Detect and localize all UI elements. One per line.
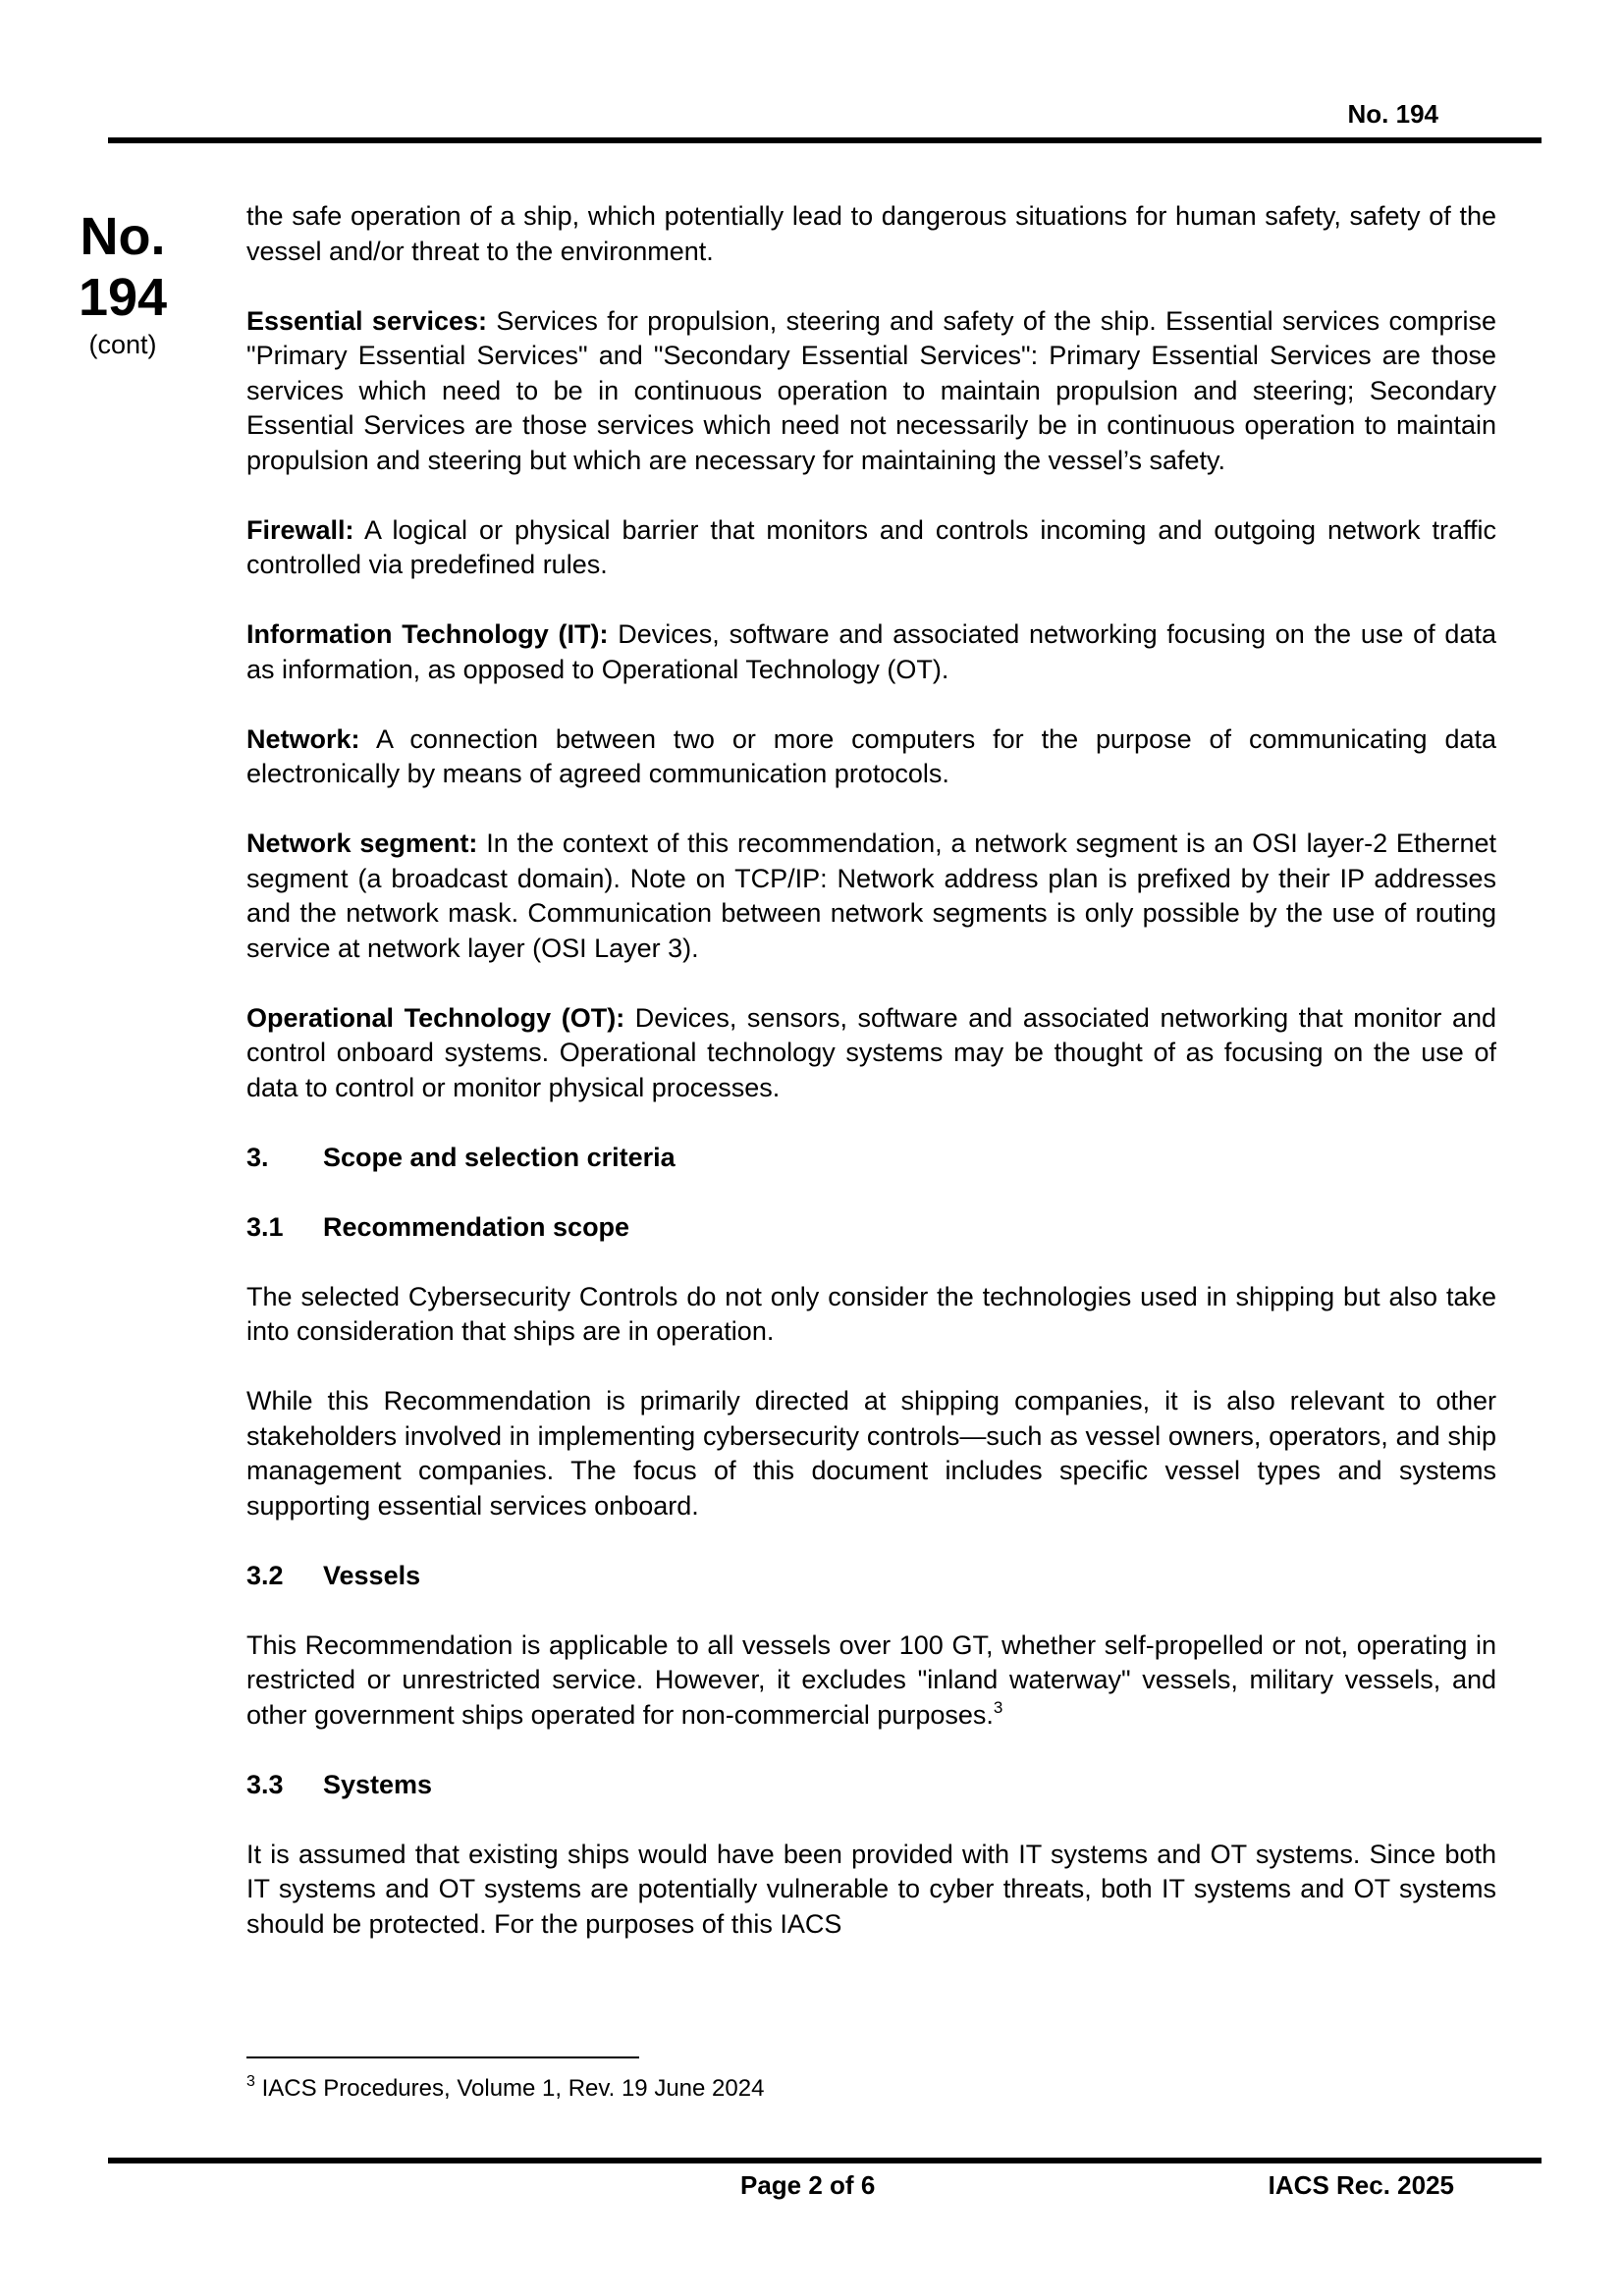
footnote-mark: 3 [246, 2073, 255, 2090]
definition-firewall [246, 513, 1496, 583]
definition-term: Network segment: [246, 828, 478, 858]
footnote-reference[interactable]: 3 [993, 1697, 1003, 1717]
definition-operational-technology [246, 1001, 1496, 1106]
definition-term: Firewall: [246, 514, 354, 545]
definition-text: In the context of this recommendation, a network segment is an OSI layer-2 Ethernet segment (a broadcast domain). Note on TCP/IP: Network address plan is prefixed by their IP addresses and the network mask. Communication between network segments is only possible by the use of routing service at network layer (OSI Layer 3). [246, 828, 1496, 963]
definition-term: Operational Technology (OT): [246, 1002, 625, 1033]
section-3-3-heading [246, 1768, 1496, 1803]
definition-information-technology [246, 617, 1496, 687]
definition-network [246, 722, 1496, 792]
section-3-heading [246, 1141, 1496, 1176]
footnote [246, 2074, 764, 2104]
footer-doc-label: IACS Rec. 2025 [1268, 2170, 1454, 2200]
section-3-1-paragraph-1: The selected Cybersecurity Controls do not only consider the technologies used in shipping but also take into consideration that ships are in operation. [246, 1281, 1496, 1346]
footer-page-number: Page 2 of 6 [740, 2170, 876, 2200]
sidebar-label [49, 206, 196, 361]
definition-text: Devices, software and associated networking focusing on the use of data as information, as opposed to Operational Technology (OT). [246, 619, 1496, 684]
section-3-2-text: This Recommendation is applicable to all vessels over 100 GT, whether self-propelled or not, operating in restricted or unrestricted service. However, it excludes "inland waterway" vessels, military vessels, and other government ships operated for non-commercial purposes. [246, 1629, 1496, 1730]
section-number: 3. [246, 1142, 269, 1172]
header-doc-number: No. 194 [1347, 99, 1438, 129]
definition-text: Services for propulsion, steering and safety of the ship. Essential services comprise "Primary Essential Services" and "Secondary Essential Services": Primary Essential Services are those services which need to be in continuous operation to maintain propulsion and steering; Secondary Essential Services are those services which need not necessarily be in continuous operation to maintain propulsion and steering but which are necessary for maintaining the vessel’s safety. [246, 305, 1496, 475]
section-3-1-paragraph-2: While this Recommendation is primarily directed at shipping companies, it is also relevant to other stakeholders involved in implementing cybersecurity controls—such as vessel owners, operators, and ship management companies. The focus of this document includes specific vessel types and systems supporting essential services onboard. [246, 1386, 1496, 1521]
definition-term: Essential services: [246, 305, 488, 336]
section-3-1-heading [246, 1210, 1496, 1246]
sidebar-cont: (cont) [88, 330, 157, 359]
section-3-3-paragraph: It is assumed that existing ships would have been provided with IT systems and OT systems. Since both IT systems and OT systems are potentially vulnerable to cyber threats, both IT systems and OT systems should be protected. For the purposes of this IACS [246, 1839, 1496, 1939]
document-body [246, 199, 1496, 1942]
sidebar-no: No. [80, 207, 166, 266]
section-number: 3.3 [246, 1769, 284, 1799]
definition-term: Information Technology (IT): [246, 619, 609, 649]
definition-essential-services [246, 304, 1496, 479]
definition-term: Network: [246, 723, 360, 754]
sidebar-num: 194 [78, 268, 168, 327]
section-title: Scope and selection criteria [323, 1142, 676, 1172]
definition-text: Devices, sensors, software and associated networking that monitor and control onboard systems. Operational technology systems may be thought of as focusing on the use of data to control or monitor physical processes. [246, 1002, 1496, 1102]
section-number: 3.1 [246, 1211, 284, 1242]
section-title: Systems [323, 1769, 433, 1799]
section-3-2-paragraph [246, 1629, 1496, 1734]
header-rule [108, 137, 1542, 143]
footer-rule [108, 2158, 1542, 2163]
footnote-rule [246, 2056, 639, 2058]
definition-network-segment [246, 827, 1496, 966]
footnote-text: IACS Procedures, Volume 1, Rev. 19 June 2024 [254, 2075, 765, 2102]
section-number: 3.2 [246, 1560, 284, 1590]
definition-text: A connection between two or more computers for the purpose of communicating data electronically by means of agreed communication protocols. [246, 723, 1496, 788]
section-title: Vessels [323, 1560, 421, 1590]
section-title: Recommendation scope [323, 1211, 630, 1242]
section-3-2-heading [246, 1559, 1496, 1594]
definition-text: A logical or physical barrier that monitors and controls incoming and outgoing network traffic controlled via predefined rules. [246, 514, 1496, 579]
intro-paragraph: the safe operation of a ship, which potentially lead to dangerous situations for human safety, safety of the vessel and/or threat to the environment. [246, 201, 1496, 266]
